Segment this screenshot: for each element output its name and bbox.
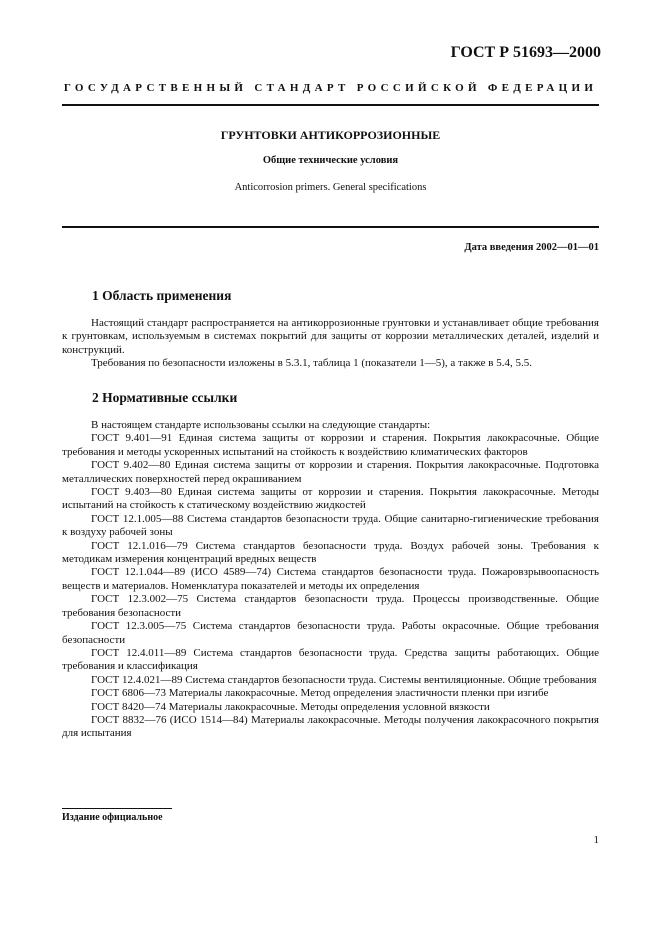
reference-item: ГОСТ 9.403—80 Единая система защиты от коррозии и старения. Покрытия лакокрасочные. Методы испытаний на стойкость к статическому воздействию жидкостей xyxy=(62,486,599,512)
reference-item: ГОСТ 12.3.002—75 Система стандартов безопасности труда. Процессы производственные. Общие требования безопасности xyxy=(62,593,599,619)
header-divider xyxy=(62,104,599,106)
page-number: 1 xyxy=(593,834,599,846)
reference-item: ГОСТ 12.1.016—79 Система стандартов безопасности труда. Воздух рабочей зоны. Требования к методикам измерения концентраций вредных веществ xyxy=(62,539,599,566)
paragraph: Настоящий стандарт распространяется на антикоррозионные грунтовки и устанавливает общие требования к грунтовкам, используемым в системах покрытий для защиты от коррозии металлических деталей, изделий и конструкций. xyxy=(62,317,599,356)
standard-header: ГОСУДАРСТВЕННЫЙ СТАНДАРТ РОССИЙСКОЙ ФЕДЕРАЦИИ xyxy=(63,82,598,94)
effective-date: Дата введения 2002—01—01 xyxy=(464,242,599,253)
title-divider xyxy=(62,226,599,228)
reference-item: ГОСТ 12.4.021—89 Система стандартов безопасности труда. Системы вентиляционные. Общие требования xyxy=(91,673,597,686)
reference-item: ГОСТ 12.1.005—88 Система стандартов безопасности труда. Общие санитарно-гигиенические требования к воздуху рабочей зоны xyxy=(62,512,599,539)
document-subtitle: Общие технические условия xyxy=(262,155,399,166)
reference-item: ГОСТ 12.1.044—89 (ИСО 4589—74) Система стандартов безопасности труда. Пожаровзрывоопасность веществ и материалов. Номенклатура показателей и методы их определения xyxy=(62,566,599,592)
footer-divider xyxy=(62,808,172,809)
reference-item: ГОСТ 12.4.011—89 Система стандартов безопасности труда. Средства защиты работающих. Общие требования и классификация xyxy=(62,646,599,673)
document-title: ГРУНТОВКИ АНТИКОРРОЗИОННЫЕ xyxy=(220,128,441,142)
english-title: Anticorrosion primers. General specifications xyxy=(234,182,427,193)
reference-item: ГОСТ 12.3.005—75 Система стандартов безопасности труда. Работы окрасочные. Общие требования безопасности xyxy=(62,620,599,646)
reference-item: ГОСТ 8420—74 Материалы лакокрасочные. Методы определения условной вязкости xyxy=(91,700,490,713)
reference-item: ГОСТ 9.401—91 Единая система защиты от коррозии и старения. Покрытия лакокрасочные. Общие требования и методы ускоренных испытаний на стойкость к воздействию климатических факторов xyxy=(62,432,599,458)
paragraph: Требования по безопасности изложены в 5.3.1, таблица 1 (показатели 1—5), а также в 5.4, 5.5. xyxy=(91,357,532,370)
section-body-references xyxy=(62,419,599,741)
reference-item: ГОСТ 8832—76 (ИСО 1514—84) Материалы лакокрасочные. Методы получения лакокрасочного покрытия для испытания xyxy=(62,713,599,740)
section-heading-scope: 1 Область применения xyxy=(92,288,232,303)
section-heading-references: 2 Нормативные ссылки xyxy=(92,390,238,405)
document-code: ГОСТ Р 51693—2000 xyxy=(450,44,601,61)
official-edition-label: Издание официальное xyxy=(62,812,163,823)
paragraph: В настоящем стандарте использованы ссылки на следующие стандарты: xyxy=(91,419,431,431)
section-body-scope xyxy=(62,317,599,371)
reference-item: ГОСТ 9.402—80 Единая система защиты от коррозии и старения. Покрытия лакокрасочные. Подготовка металлических поверхностей перед окрашиванием xyxy=(62,459,599,485)
reference-item: ГОСТ 6806—73 Материалы лакокрасочные. Метод определения эластичности пленки при изгибе xyxy=(91,687,549,700)
